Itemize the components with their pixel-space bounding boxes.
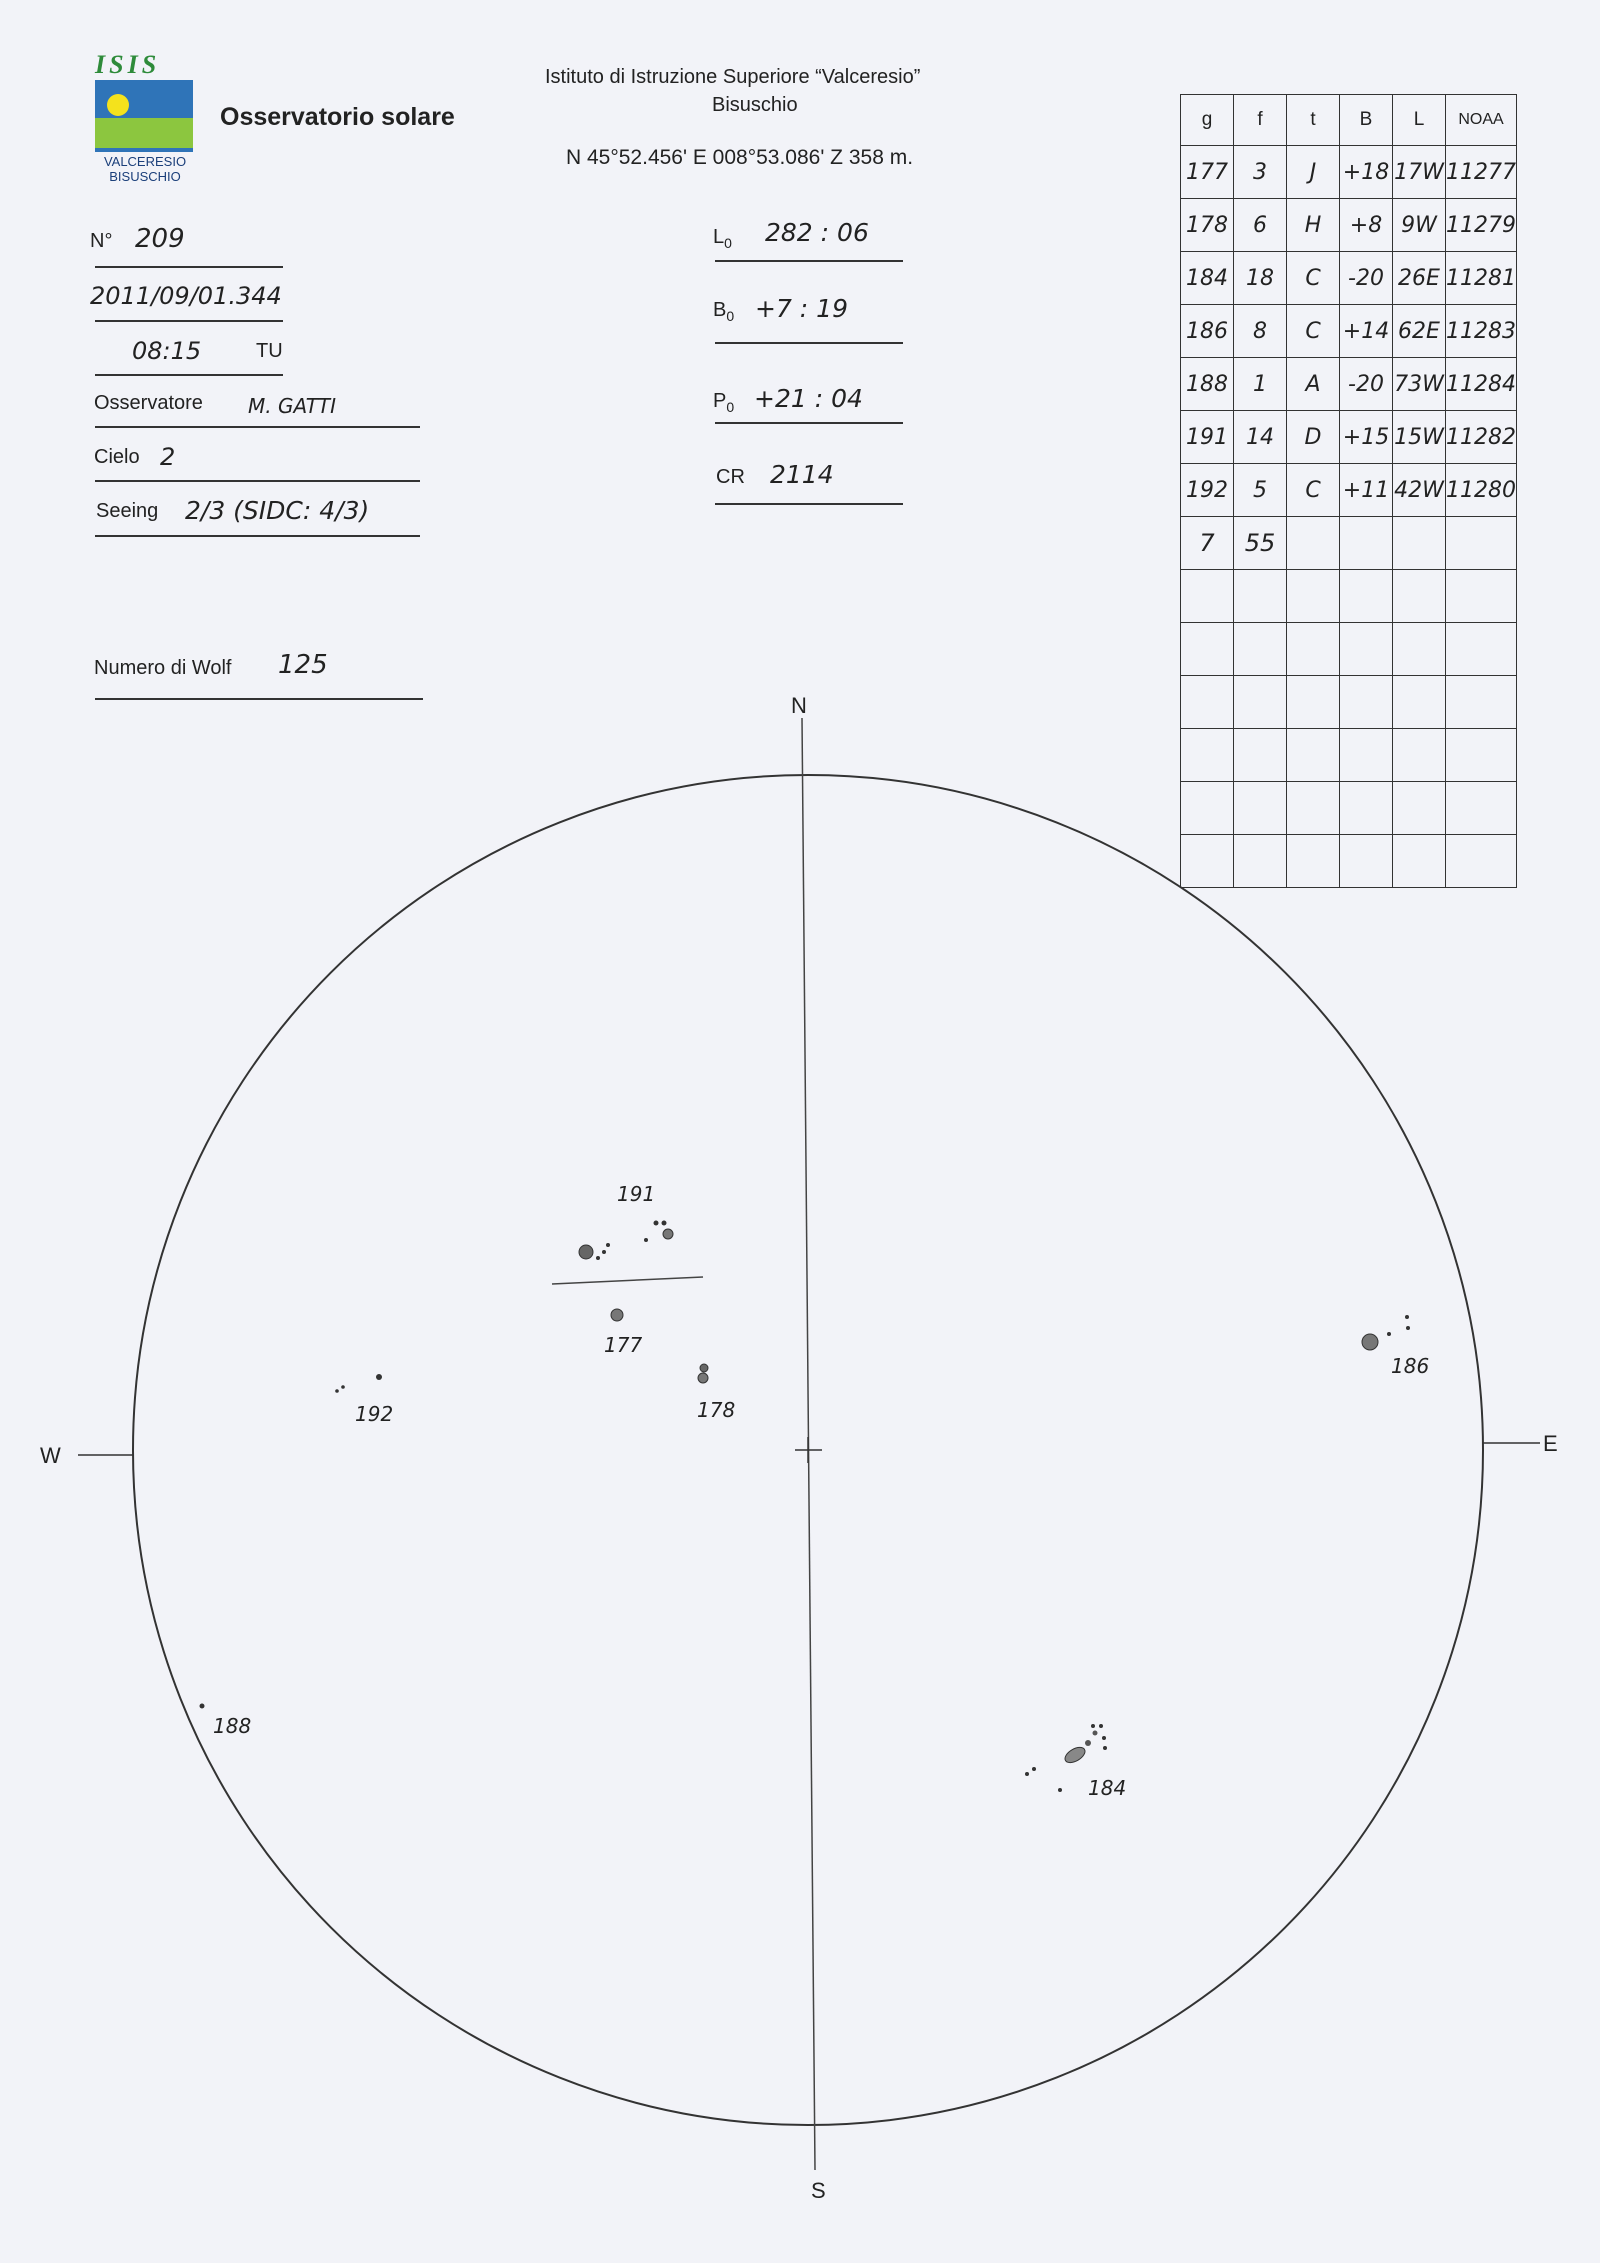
group-label: 186 (1391, 1354, 1430, 1378)
table-cell: 186 (1181, 305, 1234, 358)
table-cell: 178 (1181, 199, 1234, 252)
cr-value: 2114 (770, 460, 834, 489)
group-label: 192 (355, 1402, 394, 1426)
logo-subtitle-1: VALCERESIO (103, 154, 187, 169)
table-cell: 191 (1181, 411, 1234, 464)
table-cell: 14 (1234, 411, 1287, 464)
table-cell: 11280 (1446, 464, 1517, 517)
l0-value: 282 : 06 (765, 218, 869, 247)
table-cell: 177 (1181, 146, 1234, 199)
total-groups: 7 (1181, 517, 1234, 570)
seeing-value: 2/3 (SIDC: 4/3) (185, 496, 370, 525)
table-cell: 62E (1393, 305, 1446, 358)
logo-text: ISIS (95, 50, 161, 79)
observation-date: 2011/09/01.344 (90, 282, 282, 310)
column-header: t (1287, 95, 1340, 146)
table-cell: 184 (1181, 252, 1234, 305)
table-cell: C (1287, 305, 1340, 358)
table-cell: 3 (1234, 146, 1287, 199)
sky-value: 2 (160, 443, 176, 471)
table-cell: 1 (1234, 358, 1287, 411)
table-cell: 26E (1393, 252, 1446, 305)
table-cell: A (1287, 358, 1340, 411)
table-cell: C (1287, 252, 1340, 305)
table-cell: 11277 (1446, 146, 1517, 199)
table-cell: 11282 (1446, 411, 1517, 464)
table-cell: +8 (1340, 199, 1393, 252)
column-header: B (1340, 95, 1393, 146)
table-cell: J (1287, 146, 1340, 199)
sunspot-group-186 (1362, 1315, 1410, 1350)
table-cell: 9W (1393, 199, 1446, 252)
observer-label: Osservatore (94, 392, 203, 414)
b0-letter: B (713, 299, 727, 321)
table-cell: +14 (1340, 305, 1393, 358)
table-cell: -20 (1340, 252, 1393, 305)
table-cell: H (1287, 199, 1340, 252)
column-header: g (1181, 95, 1234, 146)
table-cell: 42W (1393, 464, 1446, 517)
total-spots: 55 (1234, 517, 1287, 570)
observatory-coordinates: N 45°52.456' E 008°53.086' Z 358 m. (566, 146, 914, 169)
north-label: N (791, 693, 807, 718)
b0-subscript: 0 (726, 308, 735, 324)
group-label: 188 (213, 1714, 252, 1738)
sunspot-group-177 (611, 1309, 623, 1321)
sky-label: Cielo (94, 446, 140, 468)
table-cell: D (1287, 411, 1340, 464)
b0-value: +7 : 19 (755, 294, 848, 323)
time-unit: TU (256, 340, 283, 362)
table-cell: 192 (1181, 464, 1234, 517)
group-label: 191 (617, 1182, 656, 1206)
east-label: E (1543, 1431, 1558, 1456)
table-cell: 188 (1181, 358, 1234, 411)
sunspot-group-178 (698, 1364, 708, 1383)
table-cell: 73W (1393, 358, 1446, 411)
group-label: 178 (697, 1398, 736, 1422)
p0-subscript: 0 (726, 399, 735, 415)
table-cell: +18 (1340, 146, 1393, 199)
group-separator-line (552, 1277, 703, 1284)
observatory-title: Osservatorio solare (220, 103, 455, 131)
wolf-value: 125 (278, 650, 328, 680)
sunspot-group-188 (200, 1704, 205, 1709)
wolf-label: Numero di Wolf (94, 657, 232, 679)
table-cell: 17W (1393, 146, 1446, 199)
p0-letter: P (713, 390, 727, 412)
table-cell: -20 (1340, 358, 1393, 411)
table-cell: 11279 (1446, 199, 1517, 252)
institute-town: Bisuschio (712, 94, 798, 116)
column-header: NOAA (1446, 95, 1517, 146)
sunspot-group-192 (335, 1374, 382, 1393)
time-value: 08:15 (132, 337, 202, 365)
table-cell: +11 (1340, 464, 1393, 517)
table-cell: 8 (1234, 305, 1287, 358)
table-cell: 5 (1234, 464, 1287, 517)
south-label: S (811, 2178, 826, 2203)
group-label: 177 (604, 1333, 643, 1357)
table-cell: 11283 (1446, 305, 1517, 358)
table-cell: 18 (1234, 252, 1287, 305)
logo-subtitle-2: BISUSCHIO (109, 169, 181, 184)
seeing-label: Seeing (96, 500, 159, 522)
number-label: N° (90, 230, 113, 252)
sunspot-group-191 (579, 1221, 673, 1261)
west-label: W (40, 1443, 61, 1468)
table-cell: 6 (1234, 199, 1287, 252)
table-cell: 11281 (1446, 252, 1517, 305)
observer-value: M. GATTI (248, 394, 337, 418)
l0-letter: L (713, 226, 725, 248)
number-value: 209 (135, 224, 185, 254)
table-cell: 11284 (1446, 358, 1517, 411)
column-header: L (1393, 95, 1446, 146)
cr-label: CR (716, 466, 745, 488)
table-cell: +15 (1340, 411, 1393, 464)
column-header: f (1234, 95, 1287, 146)
institute-name: Istituto di Istruzione Superiore “Valceresio” (545, 66, 921, 88)
l0-subscript: 0 (724, 235, 732, 251)
p0-value: +21 : 04 (754, 384, 863, 413)
group-label: 184 (1088, 1776, 1127, 1800)
table-cell: 15W (1393, 411, 1446, 464)
table-cell: C (1287, 464, 1340, 517)
